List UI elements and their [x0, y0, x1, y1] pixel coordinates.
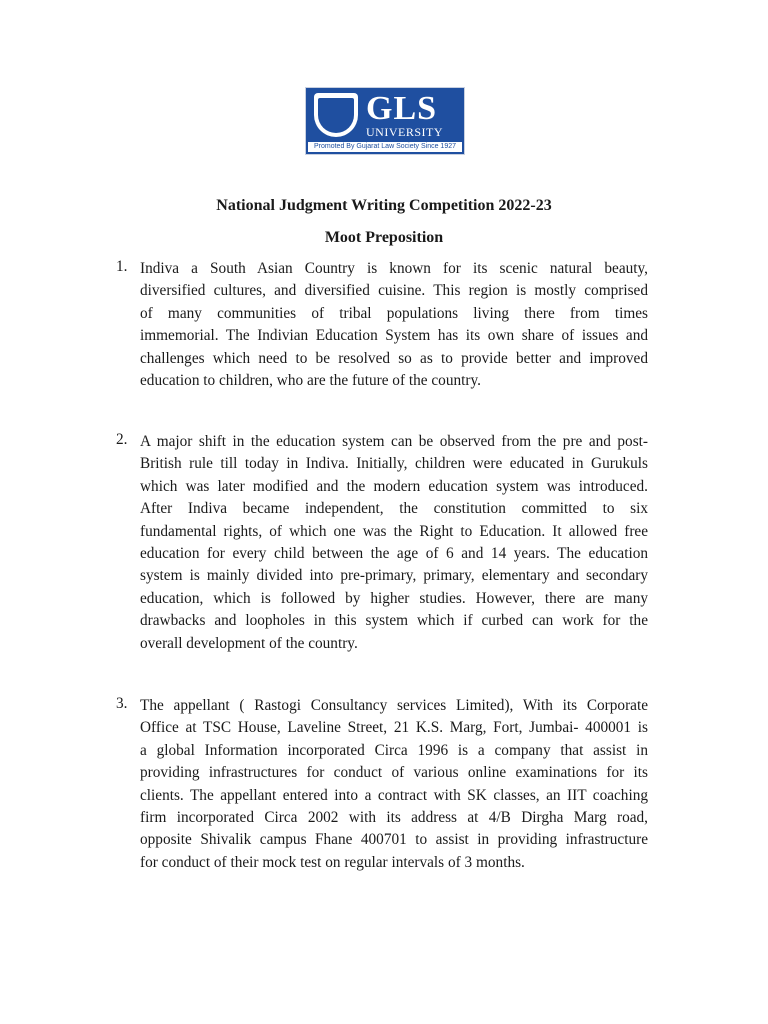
logo-subtitle: UNIVERSITY: [366, 125, 443, 139]
paragraph-line: Office at TSC House, Laveline Street, 21 K.S. Marg, Fort, Jumbai- 400001 is: [140, 719, 648, 737]
paragraph-line: clients. The appellant entered into a contract with SK classes, an IIT coaching: [140, 786, 648, 804]
paragraph-line: firm incorporated Circa 2002 with its address at 4/B Dirgha Marg road,: [140, 808, 648, 826]
gls-university-logo: [305, 87, 465, 155]
paragraph-line: for conduct of their mock test on regular intervals of 3 months.: [140, 853, 525, 871]
paragraph-line: British rule till today in Indiva. Initially, children were educated in Gurukuls: [140, 455, 648, 473]
document-subheading: Moot Preposition: [324, 229, 444, 246]
paragraph-line: which was later modified and the modern education system was introduced.: [140, 477, 648, 495]
paragraph-line: challenges which need to be resolved so as to provide better and improved: [140, 349, 648, 367]
numbered-paragraph: [116, 431, 648, 655]
crest-icon: [314, 93, 358, 137]
paragraph-line: immemorial. The Indivian Education System has its own share of issues and: [140, 327, 648, 345]
paragraph-line: education for every child between the age of 6 and 14 years. The education: [140, 544, 648, 562]
paragraph-number: 3.: [116, 695, 128, 712]
paragraph-number: 1.: [116, 258, 128, 275]
paragraph-line: education, which is followed by higher studies. However, there are many: [140, 589, 648, 607]
paragraph-line: of many communities of tribal populations living there from times: [140, 304, 648, 322]
paragraph-line: diversified cultures, and diversified cuisine. This region is mostly comprised: [140, 282, 648, 300]
logo-tagline: Promoted By Gujarat Law Society Since 1927: [308, 142, 462, 152]
paragraph-line: overall development of the country.: [140, 634, 358, 652]
paragraph-number: 2.: [116, 431, 128, 448]
paragraph-line: opposite Shivalik campus Fhane 400701 to assist in providing infrastructure: [140, 831, 648, 849]
paragraph-line: The appellant ( Rastogi Consultancy services Limited), With its Corporate: [140, 697, 648, 714]
paragraph-line: education to children, who are the future of the country.: [140, 371, 481, 389]
paragraph-line: Indiva a South Asian Country is known for its scenic natural beauty,: [140, 260, 648, 277]
paragraph-line: fundamental rights, of which one was the Right to Education. It allowed free: [140, 522, 648, 540]
paragraph-line: After Indiva became independent, the constitution committed to six: [140, 500, 648, 518]
paragraph-line: system is mainly divided into pre-primary, primary, elementary and secondary: [140, 567, 648, 585]
document-heading: National Judgment Writing Competition 2022-23: [216, 197, 552, 214]
paragraph-line: drawbacks and loopholes in this system which if curbed can work for the: [140, 612, 648, 630]
logo-name: GLS: [366, 90, 438, 127]
numbered-paragraph: [116, 695, 648, 874]
paragraph-line: a global Information incorporated Circa 1996 is a company that assist in: [140, 741, 648, 759]
paragraph-line: A major shift in the education system can be observed from the pre and post-: [140, 433, 648, 450]
paragraph-line: providing infrastructures for conduct of various online examinations for its: [140, 764, 648, 782]
numbered-paragraph: [116, 258, 648, 392]
